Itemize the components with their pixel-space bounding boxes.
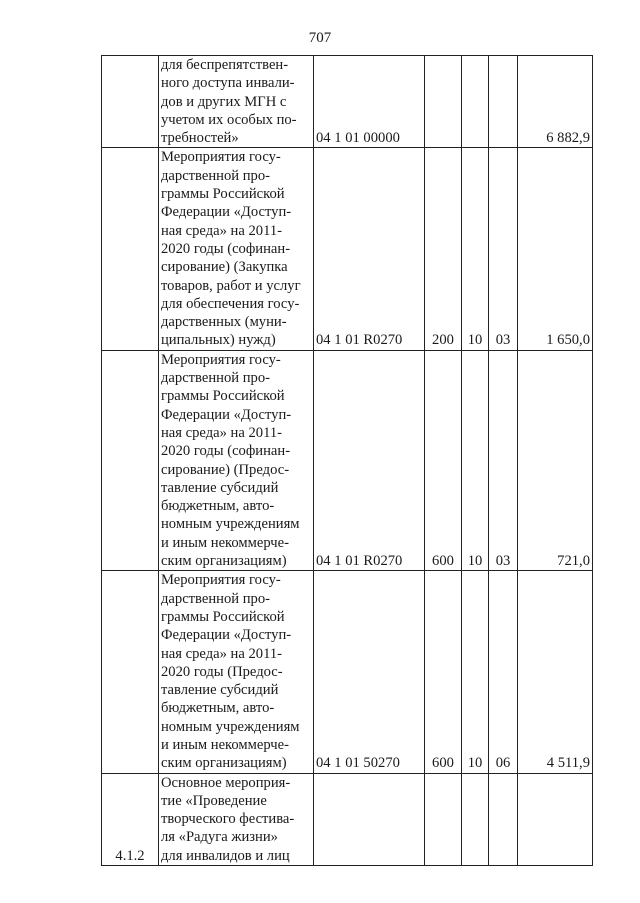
- cell-section: [462, 56, 489, 148]
- cell-subsection: [489, 773, 518, 865]
- cell-name: Основное мероприя- тие «Проведение творческого фестива- ля «Радуга жизни» для инвалидов и лиц: [159, 773, 314, 865]
- cell-target-article: 04 1 01 50270: [314, 571, 425, 773]
- table-row: [102, 148, 593, 350]
- cell-name: Мероприятия госу- дарственной про- граммы Российской Федерации «Доступ- ная среда» на 2011- 2020 годы (софинан- сирование) (Предос- тавление субсидий бюджетным, авто- номным учреждениям и иным некоммерче- ским организациям): [159, 350, 314, 571]
- cell-target-article: [314, 773, 425, 865]
- cell-expense-type: 600: [425, 571, 462, 773]
- cell-expense-type: [425, 773, 462, 865]
- cell-target-article: 04 1 01 R0270: [314, 350, 425, 571]
- page-number: 707: [308, 30, 332, 46]
- cell-amount: 6 882,9: [518, 56, 593, 148]
- table-row: [102, 571, 593, 773]
- cell-target-article: 04 1 01 00000: [314, 56, 425, 148]
- cell-number: 4.1.2: [102, 773, 159, 865]
- table-row: [102, 56, 593, 148]
- cell-target-article: 04 1 01 R0270: [314, 148, 425, 350]
- cell-number: [102, 571, 159, 773]
- budget-table: [101, 55, 593, 866]
- cell-number: [102, 148, 159, 350]
- cell-subsection: [489, 56, 518, 148]
- cell-section: 10: [462, 571, 489, 773]
- table-row: [102, 773, 593, 865]
- cell-number: [102, 350, 159, 571]
- cell-amount: 1 650,0: [518, 148, 593, 350]
- cell-amount: 4 511,9: [518, 571, 593, 773]
- cell-expense-type: 600: [425, 350, 462, 571]
- cell-section: 10: [462, 148, 489, 350]
- cell-name: для беспрепятствен- ного доступа инвали- дов и других МГН с учетом их особых по- требностей»: [159, 56, 314, 148]
- cell-subsection: 03: [489, 148, 518, 350]
- cell-subsection: 03: [489, 350, 518, 571]
- cell-section: 10: [462, 350, 489, 571]
- cell-section: [462, 773, 489, 865]
- cell-name: Мероприятия госу- дарственной про- граммы Российской Федерации «Доступ- ная среда» на 2011- 2020 годы (Предос- тавление субсидий бюджетным, авто- номным учреждениям и иным некоммерче- ским организациям): [159, 571, 314, 773]
- cell-subsection: 06: [489, 571, 518, 773]
- cell-number: [102, 56, 159, 148]
- cell-expense-type: [425, 56, 462, 148]
- cell-amount: 721,0: [518, 350, 593, 571]
- table-row: [102, 350, 593, 571]
- cell-expense-type: 200: [425, 148, 462, 350]
- cell-name: Мероприятия госу- дарственной про- граммы Российской Федерации «Доступ- ная среда» на 2011- 2020 годы (софинан- сирование) (Закупка товаров, работ и услуг для обеспечения госу- дарственных (муни- ципальных) нужд): [159, 148, 314, 350]
- cell-amount: [518, 773, 593, 865]
